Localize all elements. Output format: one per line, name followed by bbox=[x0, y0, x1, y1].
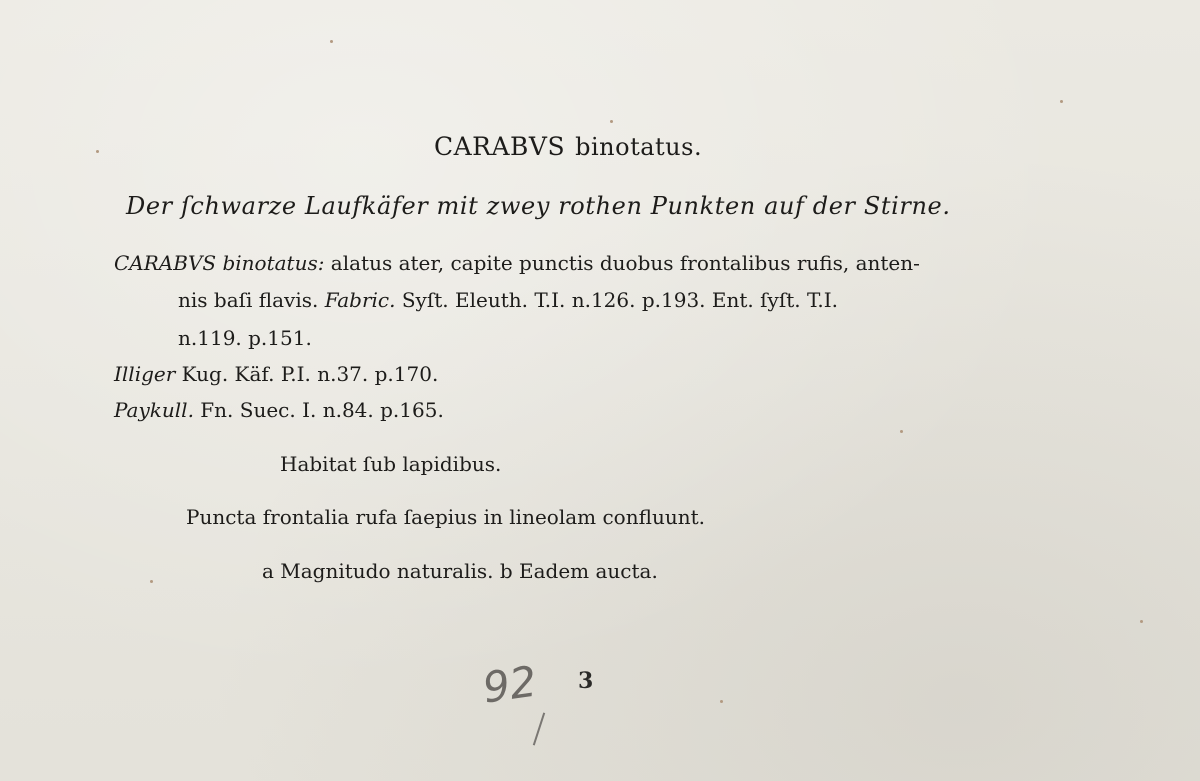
reference-description: alatus ater, capite punctis duobus frontalibus rufis, anten- bbox=[324, 251, 920, 275]
reference-line-3: n.119. p.151. bbox=[178, 326, 312, 350]
paper-speck bbox=[96, 150, 99, 153]
reference-paykull-citation: Fn. Suec. I. n.84. p.165. bbox=[193, 398, 444, 422]
pencil-annotation: 92 bbox=[479, 656, 540, 713]
reference-line-2 bbox=[178, 288, 838, 312]
paper-speck bbox=[1060, 100, 1063, 103]
paper-speck bbox=[150, 580, 153, 583]
page-title bbox=[434, 132, 702, 161]
habitat-text: Habitat ſub lapidibus. bbox=[280, 452, 502, 476]
paper-speck bbox=[330, 40, 333, 43]
reference-author-paykull: Paykull. bbox=[114, 398, 194, 422]
title-species: binotatus. bbox=[575, 133, 703, 161]
description-note: Puncta frontalia rufa ſaepius in lineolam confluunt. bbox=[186, 505, 705, 529]
paper-speck bbox=[900, 430, 903, 433]
reference-author-fabric: Fabric. bbox=[324, 288, 396, 312]
figure-legend: a Magnitudo naturalis. b Eadem aucta. bbox=[262, 559, 658, 583]
reference-line-illiger bbox=[114, 362, 438, 386]
title-genus: CARABVS bbox=[434, 132, 566, 161]
reference-line-1 bbox=[114, 251, 920, 275]
paper-speck bbox=[610, 120, 613, 123]
paper-speck bbox=[1140, 620, 1143, 623]
reference-line-paykull bbox=[114, 398, 444, 422]
reference-illiger-citation: Kug. Käf. P.I. n.37. p.170. bbox=[175, 362, 439, 386]
pencil-stroke bbox=[533, 713, 545, 746]
german-subtitle: Der ſchwarze Laufkäfer mit zwey rothen Punkten auf der Stirne. bbox=[126, 192, 951, 220]
paper-speck bbox=[720, 700, 723, 703]
reference-description-cont: nis baſi flavis. bbox=[178, 288, 325, 312]
reference-species-name: CARABVS binotatus: bbox=[114, 251, 325, 275]
reference-fabric-citation: Syſt. Eleuth. T.I. n.126. p.193. Ent. ſyſt. T.I. bbox=[395, 288, 838, 312]
reference-author-illiger: Illiger bbox=[114, 362, 176, 386]
sheet-number: 3 bbox=[578, 668, 594, 694]
